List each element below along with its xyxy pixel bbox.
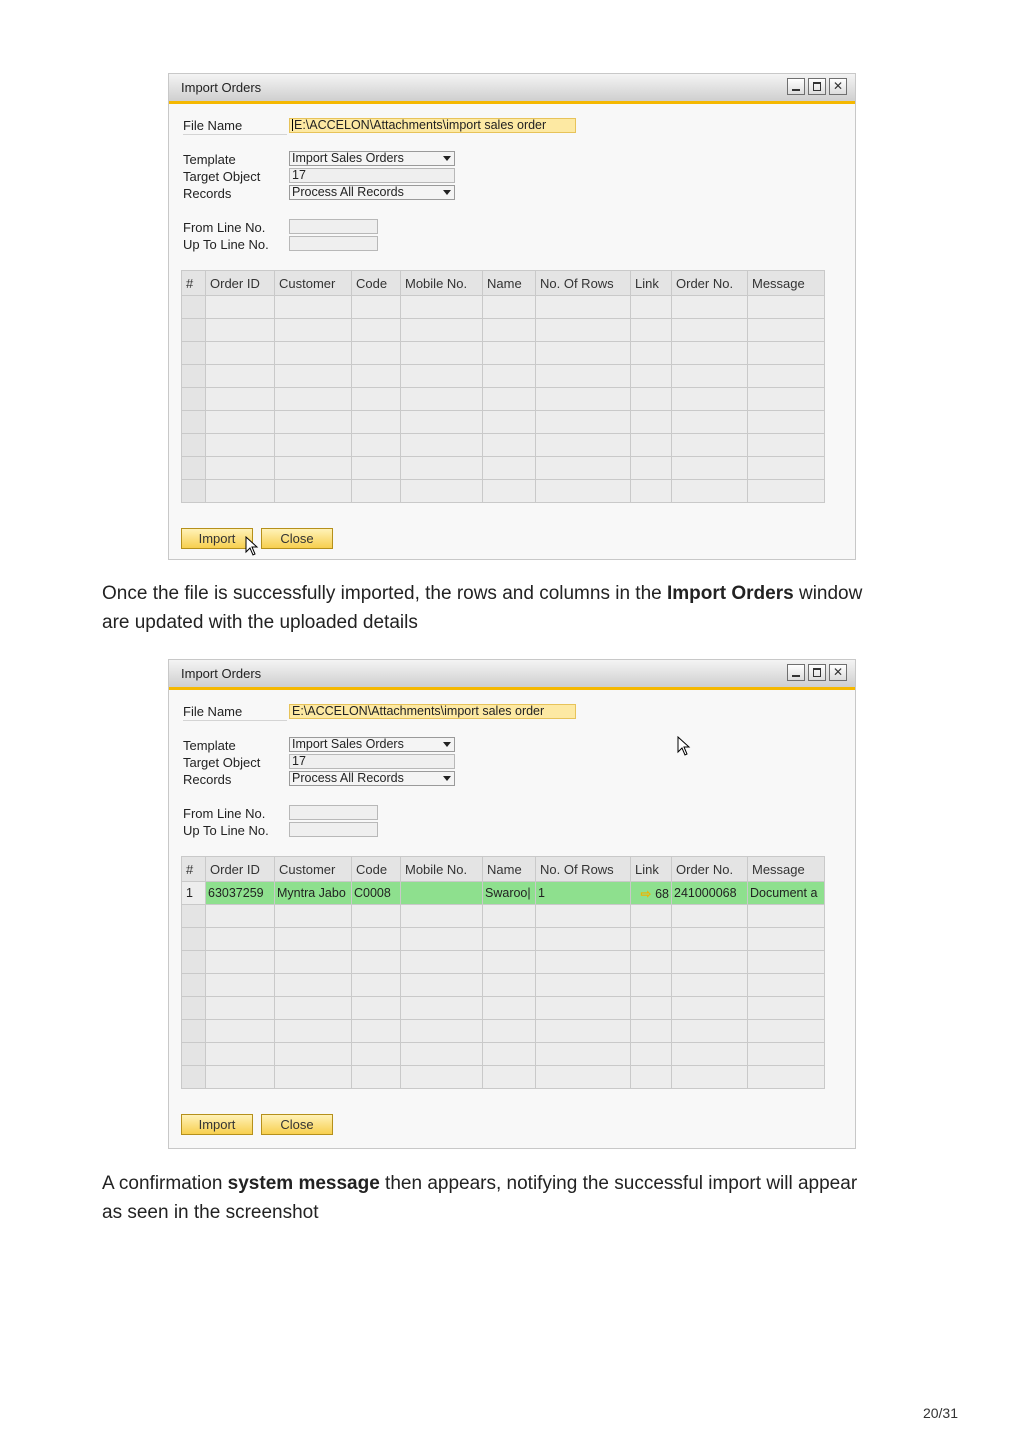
cell-mobile [401,882,483,905]
grid-body [182,882,825,1089]
import-button[interactable]: Import [181,528,253,549]
col-header-link[interactable]: Link [631,857,672,882]
table-row[interactable] [182,974,825,997]
col-header-code[interactable]: Code [352,857,401,882]
table-row[interactable] [182,928,825,951]
description-paragraph-2: A confirmation system message then appears, notifying the successful import will appear as seen in the screenshot [102,1173,858,1223]
col-header-order-no[interactable]: Order No. [672,271,748,296]
col-header-order-id[interactable]: Order ID [206,271,275,296]
cell-name: Swaroo| [483,882,536,905]
table-row[interactable] [182,480,825,503]
file-name-label: File Name [183,118,243,133]
grid-header-row [182,857,825,882]
target-object-label: Target Object [183,755,261,770]
link-arrow-icon[interactable]: ⇨ [640,886,652,901]
target-object-label: Target Object [183,169,261,184]
col-header-message[interactable]: Message [748,857,825,882]
file-name-field[interactable]: E:\ACCELON\Attachments\import sales order [289,118,576,133]
table-row[interactable] [182,905,825,928]
table-row[interactable] [182,882,825,905]
close-icon[interactable]: ✕ [829,664,847,681]
col-header-rows[interactable]: No. Of Rows [536,271,631,296]
cell-message: Document a [748,882,825,905]
from-line-input[interactable] [289,805,378,820]
window-titlebar [169,660,855,690]
close-button[interactable]: Close [261,1114,333,1135]
import-orders-window-after [168,659,856,1149]
table-row[interactable] [182,951,825,974]
up-to-line-label: Up To Line No. [183,237,269,252]
file-name-label: File Name [183,704,243,719]
table-row[interactable] [182,365,825,388]
grid-body [182,296,825,503]
col-header-order-no[interactable]: Order No. [672,857,748,882]
records-label: Records [183,772,232,787]
close-button[interactable]: Close [261,528,333,549]
up-to-line-label: Up To Line No. [183,823,269,838]
cell-customer: Myntra Jabo [275,882,352,905]
table-row[interactable] [182,457,825,480]
col-header-num[interactable]: # [182,857,206,882]
up-to-line-input[interactable] [289,822,378,837]
cell-code: C0008 [352,882,401,905]
records-label: Records [183,186,232,201]
col-header-link[interactable]: Link [631,271,672,296]
template-select[interactable]: Import Sales Orders [289,151,455,166]
template-label: Template [183,738,236,753]
cell-rows: 1 [536,882,631,905]
col-header-mobile[interactable]: Mobile No. [401,857,483,882]
col-header-mobile[interactable]: Mobile No. [401,271,483,296]
cell-order-no: 241000068 [672,882,748,905]
minimize-icon[interactable] [787,664,805,681]
table-row[interactable] [182,434,825,457]
table-row[interactable] [182,1043,825,1066]
minimize-icon[interactable] [787,78,805,95]
cell-order-id: 63037259 [206,882,275,905]
table-row[interactable] [182,342,825,365]
window-title: Import Orders [181,666,262,681]
maximize-icon[interactable] [808,78,826,95]
window-titlebar [169,74,855,104]
template-select[interactable]: Import Sales Orders [289,737,455,752]
target-object-field: 17 [289,168,455,183]
template-label: Template [183,152,236,167]
file-name-field[interactable]: E:\ACCELON\Attachments\import sales order [289,704,576,719]
import-orders-window-before [168,73,856,560]
window-title: Import Orders [181,80,262,95]
description-paragraph-1: Once the file is successfully imported, the rows and columns in the Import Orders window are updated with the uploaded details [102,583,863,633]
grid-header-row [182,271,825,296]
page-number: 20/31 [922,1405,958,1421]
table-row[interactable] [182,1066,825,1089]
from-line-label: From Line No. [183,220,266,235]
col-header-customer[interactable]: Customer [275,271,352,296]
from-line-label: From Line No. [183,806,266,821]
table-row[interactable] [182,296,825,319]
col-header-num[interactable]: # [182,271,206,296]
col-header-rows[interactable]: No. Of Rows [536,857,631,882]
cell-link[interactable]: ⇨ 68 [631,882,672,905]
table-row[interactable] [182,997,825,1020]
table-row[interactable] [182,319,825,342]
orders-grid [181,856,825,1089]
cell-num: 1 [182,882,206,905]
target-object-field: 17 [289,754,455,769]
col-header-customer[interactable]: Customer [275,857,352,882]
mouse-pointer-icon [677,736,691,756]
mouse-pointer-icon [245,536,259,556]
maximize-icon[interactable] [808,664,826,681]
table-row[interactable] [182,388,825,411]
records-select[interactable]: Process All Records [289,185,455,200]
orders-grid [181,270,825,503]
col-header-message[interactable]: Message [748,271,825,296]
import-button[interactable]: Import [181,1114,253,1135]
col-header-order-id[interactable]: Order ID [206,857,275,882]
table-row[interactable] [182,1020,825,1043]
col-header-code[interactable]: Code [352,271,401,296]
table-row[interactable] [182,411,825,434]
close-icon[interactable]: ✕ [829,78,847,95]
col-header-name[interactable]: Name [483,857,536,882]
up-to-line-input[interactable] [289,236,378,251]
records-select[interactable]: Process All Records [289,771,455,786]
col-header-name[interactable]: Name [483,271,536,296]
from-line-input[interactable] [289,219,378,234]
